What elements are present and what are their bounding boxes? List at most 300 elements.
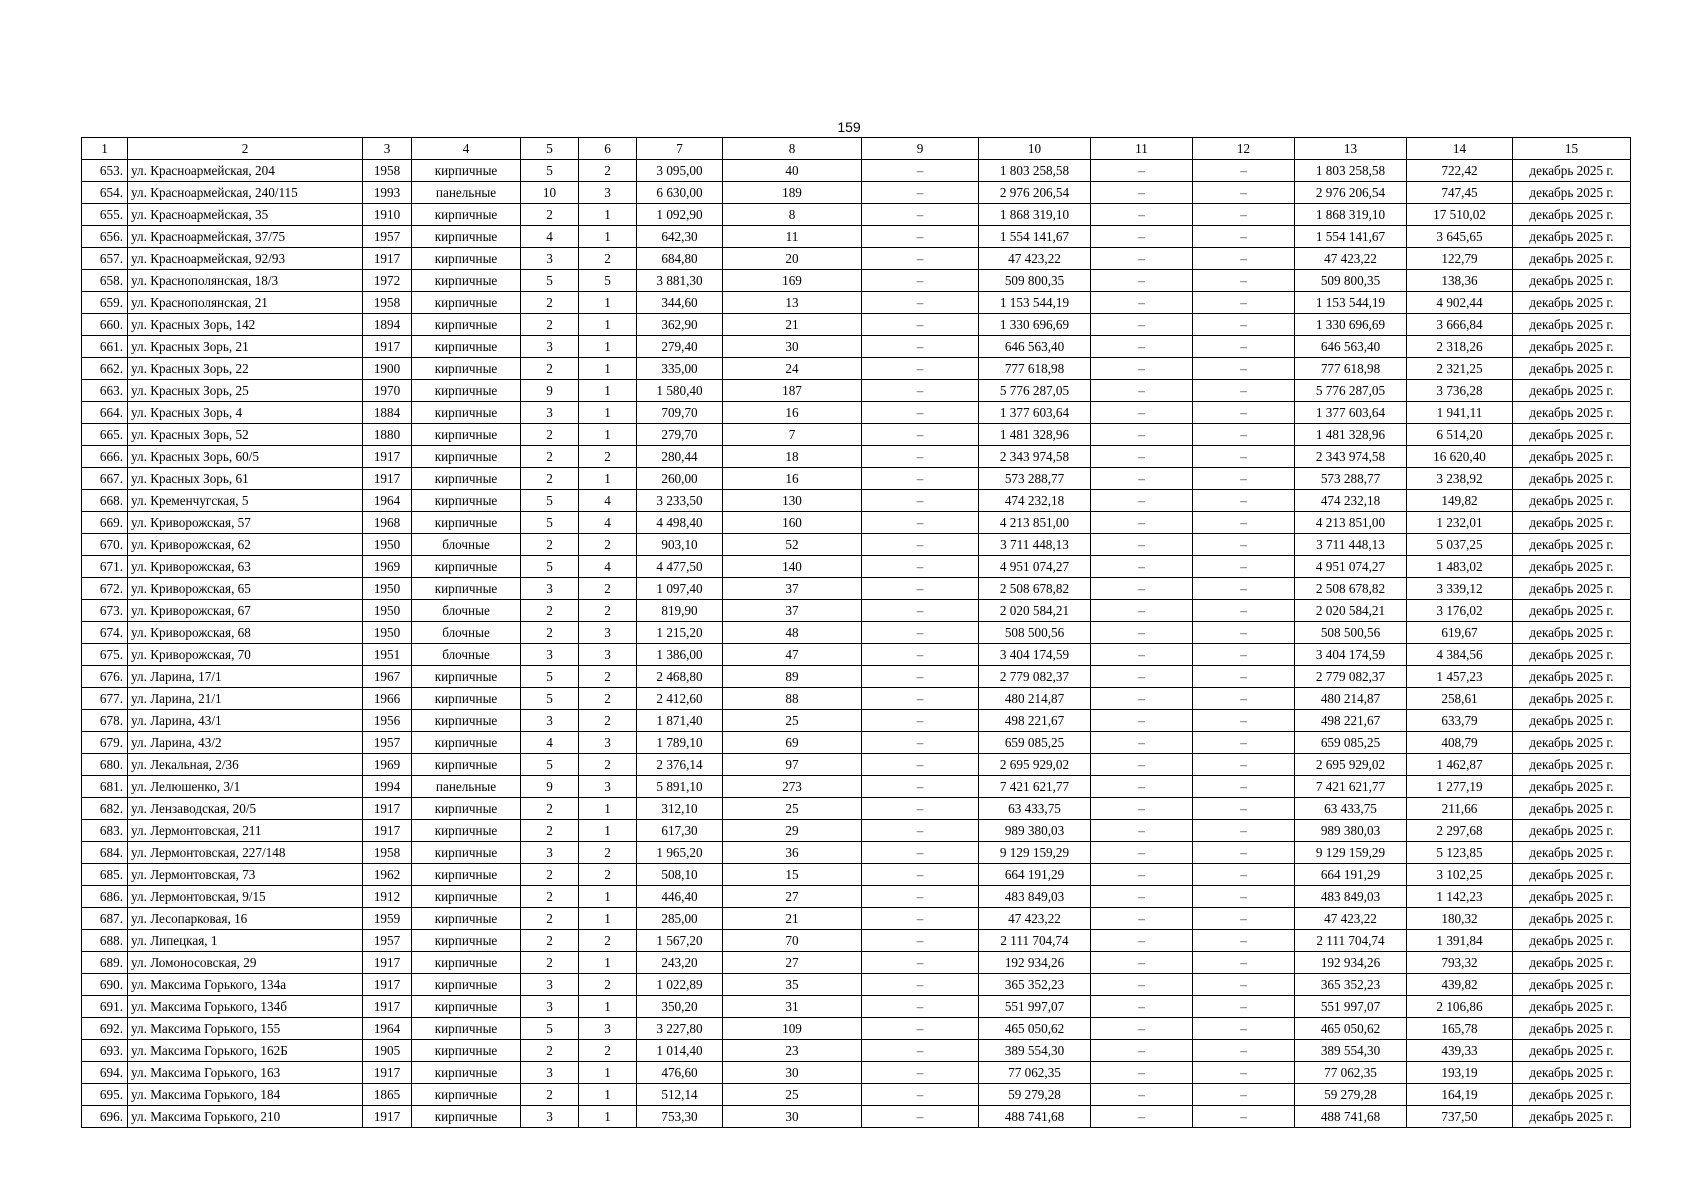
cell-col-11: – bbox=[1091, 490, 1193, 512]
table-row bbox=[82, 534, 1631, 556]
cell-floors: 2 bbox=[521, 204, 579, 226]
cell-col-11: – bbox=[1091, 622, 1193, 644]
cell-row-number: 695. bbox=[82, 1084, 128, 1106]
cell-col-9: – bbox=[862, 380, 979, 402]
table-row bbox=[82, 1062, 1631, 1084]
cell-entrances: 2 bbox=[579, 688, 637, 710]
column-number-13: 13 bbox=[1295, 138, 1407, 160]
cell-area: 476,60 bbox=[637, 1062, 723, 1084]
cell-row-number: 672. bbox=[82, 578, 128, 600]
cell-entrances: 2 bbox=[579, 930, 637, 952]
cell-col-13: 1 554 141,67 bbox=[1295, 226, 1407, 248]
column-number-12: 12 bbox=[1193, 138, 1295, 160]
cell-floors: 3 bbox=[521, 842, 579, 864]
cell-wall-material: кирпичные bbox=[412, 446, 521, 468]
cell-address: ул. Краснополянская, 21 bbox=[128, 292, 363, 314]
cell-col-9: – bbox=[862, 182, 979, 204]
cell-deadline: декабрь 2025 г. bbox=[1513, 600, 1631, 622]
cell-col-13: 192 934,26 bbox=[1295, 952, 1407, 974]
cell-year-built: 1917 bbox=[363, 1062, 412, 1084]
cell-address: ул. Липецкая, 1 bbox=[128, 930, 363, 952]
cell-col-9: – bbox=[862, 1018, 979, 1040]
cell-col-13: 498 221,67 bbox=[1295, 710, 1407, 732]
cell-year-built: 1967 bbox=[363, 666, 412, 688]
cell-entrances: 2 bbox=[579, 160, 637, 182]
cell-area: 2 376,14 bbox=[637, 754, 723, 776]
cell-col-11: – bbox=[1091, 798, 1193, 820]
table-row bbox=[82, 1084, 1631, 1106]
cell-col-10: 509 800,35 bbox=[979, 270, 1091, 292]
cell-area: 3 233,50 bbox=[637, 490, 723, 512]
cell-col-13: 508 500,56 bbox=[1295, 622, 1407, 644]
cell-row-number: 666. bbox=[82, 446, 128, 468]
cell-col-9: – bbox=[862, 996, 979, 1018]
cell-deadline: декабрь 2025 г. bbox=[1513, 622, 1631, 644]
cell-col-10: 4 951 074,27 bbox=[979, 556, 1091, 578]
cell-address: ул. Красных Зорь, 4 bbox=[128, 402, 363, 424]
cell-row-number: 665. bbox=[82, 424, 128, 446]
cell-residents: 169 bbox=[723, 270, 862, 292]
cell-col-9: – bbox=[862, 578, 979, 600]
cell-col-12: – bbox=[1193, 600, 1295, 622]
cell-entrances: 2 bbox=[579, 1040, 637, 1062]
cell-col-13: 4 213 851,00 bbox=[1295, 512, 1407, 534]
cell-year-built: 1962 bbox=[363, 864, 412, 886]
cell-residents: 27 bbox=[723, 952, 862, 974]
cell-area: 642,30 bbox=[637, 226, 723, 248]
cell-col-9: – bbox=[862, 512, 979, 534]
cell-col-10: 2 976 206,54 bbox=[979, 182, 1091, 204]
cell-entrances: 3 bbox=[579, 622, 637, 644]
cell-address: ул. Красных Зорь, 52 bbox=[128, 424, 363, 446]
cell-entrances: 2 bbox=[579, 534, 637, 556]
cell-col-13: 7 421 621,77 bbox=[1295, 776, 1407, 798]
cell-col-10: 498 221,67 bbox=[979, 710, 1091, 732]
cell-wall-material: кирпичные bbox=[412, 1040, 521, 1062]
table-row bbox=[82, 776, 1631, 798]
cell-col-9: – bbox=[862, 1040, 979, 1062]
cell-row-number: 664. bbox=[82, 402, 128, 424]
cell-col-10: 1 377 603,64 bbox=[979, 402, 1091, 424]
cell-area: 3 881,30 bbox=[637, 270, 723, 292]
column-number-9: 9 bbox=[862, 138, 979, 160]
cell-col-11: – bbox=[1091, 446, 1193, 468]
cell-area: 1 580,40 bbox=[637, 380, 723, 402]
cell-wall-material: кирпичные bbox=[412, 402, 521, 424]
cell-wall-material: кирпичные bbox=[412, 864, 521, 886]
cell-col-12: – bbox=[1193, 930, 1295, 952]
cell-col-12: – bbox=[1193, 644, 1295, 666]
table-row bbox=[82, 710, 1631, 732]
cell-entrances: 3 bbox=[579, 182, 637, 204]
cell-area: 344,60 bbox=[637, 292, 723, 314]
cell-area: 1 097,40 bbox=[637, 578, 723, 600]
table-row bbox=[82, 380, 1631, 402]
cell-floors: 3 bbox=[521, 1062, 579, 1084]
cell-col-10: 2 695 929,02 bbox=[979, 754, 1091, 776]
cell-year-built: 1994 bbox=[363, 776, 412, 798]
cell-residents: 31 bbox=[723, 996, 862, 1018]
cell-year-built: 1917 bbox=[363, 820, 412, 842]
cell-area: 279,70 bbox=[637, 424, 723, 446]
cell-area: 753,30 bbox=[637, 1106, 723, 1128]
cell-col-10: 474 232,18 bbox=[979, 490, 1091, 512]
cell-col-10: 47 423,22 bbox=[979, 248, 1091, 270]
table-row bbox=[82, 842, 1631, 864]
cell-col-14: 1 483,02 bbox=[1407, 556, 1513, 578]
cell-wall-material: блочные bbox=[412, 534, 521, 556]
cell-col-13: 1 330 696,69 bbox=[1295, 314, 1407, 336]
cell-residents: 52 bbox=[723, 534, 862, 556]
cell-row-number: 682. bbox=[82, 798, 128, 820]
cell-entrances: 1 bbox=[579, 336, 637, 358]
cell-address: ул. Лермонтовская, 211 bbox=[128, 820, 363, 842]
cell-row-number: 688. bbox=[82, 930, 128, 952]
cell-col-9: – bbox=[862, 688, 979, 710]
cell-col-12: – bbox=[1193, 534, 1295, 556]
cell-col-10: 1 153 544,19 bbox=[979, 292, 1091, 314]
cell-year-built: 1966 bbox=[363, 688, 412, 710]
cell-area: 279,40 bbox=[637, 336, 723, 358]
cell-floors: 2 bbox=[521, 292, 579, 314]
cell-entrances: 1 bbox=[579, 798, 637, 820]
cell-deadline: декабрь 2025 г. bbox=[1513, 776, 1631, 798]
cell-col-12: – bbox=[1193, 204, 1295, 226]
cell-col-11: – bbox=[1091, 776, 1193, 798]
cell-entrances: 1 bbox=[579, 952, 637, 974]
cell-col-13: 465 050,62 bbox=[1295, 1018, 1407, 1040]
cell-row-number: 658. bbox=[82, 270, 128, 292]
cell-col-14: 619,67 bbox=[1407, 622, 1513, 644]
cell-row-number: 657. bbox=[82, 248, 128, 270]
cell-col-10: 1 554 141,67 bbox=[979, 226, 1091, 248]
cell-floors: 4 bbox=[521, 226, 579, 248]
cell-row-number: 679. bbox=[82, 732, 128, 754]
cell-col-9: – bbox=[862, 842, 979, 864]
cell-deadline: декабрь 2025 г. bbox=[1513, 270, 1631, 292]
cell-residents: 37 bbox=[723, 578, 862, 600]
table-row bbox=[82, 226, 1631, 248]
cell-area: 1 014,40 bbox=[637, 1040, 723, 1062]
cell-col-13: 2 695 929,02 bbox=[1295, 754, 1407, 776]
cell-area: 1 965,20 bbox=[637, 842, 723, 864]
cell-deadline: декабрь 2025 г. bbox=[1513, 578, 1631, 600]
cell-col-10: 777 618,98 bbox=[979, 358, 1091, 380]
cell-year-built: 1910 bbox=[363, 204, 412, 226]
table-row bbox=[82, 424, 1631, 446]
cell-deadline: декабрь 2025 г. bbox=[1513, 1106, 1631, 1128]
cell-floors: 2 bbox=[521, 1040, 579, 1062]
cell-wall-material: кирпичные bbox=[412, 1062, 521, 1084]
cell-entrances: 1 bbox=[579, 1062, 637, 1084]
cell-col-11: – bbox=[1091, 292, 1193, 314]
column-number-7: 7 bbox=[637, 138, 723, 160]
cell-year-built: 1917 bbox=[363, 468, 412, 490]
cell-wall-material: кирпичные bbox=[412, 908, 521, 930]
cell-col-9: – bbox=[862, 270, 979, 292]
cell-area: 5 891,10 bbox=[637, 776, 723, 798]
cell-address: ул. Кременчугская, 5 bbox=[128, 490, 363, 512]
cell-year-built: 1917 bbox=[363, 996, 412, 1018]
cell-wall-material: кирпичные bbox=[412, 886, 521, 908]
table-row bbox=[82, 446, 1631, 468]
table-row bbox=[82, 248, 1631, 270]
cell-deadline: декабрь 2025 г. bbox=[1513, 930, 1631, 952]
cell-col-13: 47 423,22 bbox=[1295, 908, 1407, 930]
cell-col-9: – bbox=[862, 248, 979, 270]
cell-wall-material: блочные bbox=[412, 622, 521, 644]
cell-year-built: 1900 bbox=[363, 358, 412, 380]
cell-year-built: 1917 bbox=[363, 798, 412, 820]
cell-col-9: – bbox=[862, 710, 979, 732]
cell-entrances: 1 bbox=[579, 314, 637, 336]
table-row bbox=[82, 512, 1631, 534]
cell-deadline: декабрь 2025 г. bbox=[1513, 226, 1631, 248]
cell-col-14: 1 941,11 bbox=[1407, 402, 1513, 424]
cell-area: 362,90 bbox=[637, 314, 723, 336]
cell-wall-material: кирпичные bbox=[412, 424, 521, 446]
cell-year-built: 1957 bbox=[363, 732, 412, 754]
cell-entrances: 1 bbox=[579, 1084, 637, 1106]
cell-year-built: 1950 bbox=[363, 534, 412, 556]
cell-deadline: декабрь 2025 г. bbox=[1513, 556, 1631, 578]
cell-col-10: 508 500,56 bbox=[979, 622, 1091, 644]
cell-residents: 27 bbox=[723, 886, 862, 908]
cell-col-11: – bbox=[1091, 1106, 1193, 1128]
cell-row-number: 693. bbox=[82, 1040, 128, 1062]
cell-row-number: 687. bbox=[82, 908, 128, 930]
cell-entrances: 2 bbox=[579, 754, 637, 776]
cell-floors: 2 bbox=[521, 424, 579, 446]
cell-entrances: 3 bbox=[579, 1018, 637, 1040]
cell-col-12: – bbox=[1193, 666, 1295, 688]
cell-col-11: – bbox=[1091, 644, 1193, 666]
cell-col-13: 63 433,75 bbox=[1295, 798, 1407, 820]
cell-wall-material: панельные bbox=[412, 182, 521, 204]
cell-col-14: 3 339,12 bbox=[1407, 578, 1513, 600]
cell-entrances: 2 bbox=[579, 666, 637, 688]
cell-col-13: 365 352,23 bbox=[1295, 974, 1407, 996]
cell-residents: 23 bbox=[723, 1040, 862, 1062]
cell-entrances: 1 bbox=[579, 1106, 637, 1128]
cell-col-11: – bbox=[1091, 1040, 1193, 1062]
cell-year-built: 1958 bbox=[363, 292, 412, 314]
cell-col-14: 164,19 bbox=[1407, 1084, 1513, 1106]
column-number-1: 1 bbox=[82, 138, 128, 160]
cell-col-12: – bbox=[1193, 160, 1295, 182]
cell-col-9: – bbox=[862, 314, 979, 336]
cell-year-built: 1993 bbox=[363, 182, 412, 204]
column-number-8: 8 bbox=[723, 138, 862, 160]
cell-wall-material: блочные bbox=[412, 600, 521, 622]
cell-col-13: 2 508 678,82 bbox=[1295, 578, 1407, 600]
cell-col-11: – bbox=[1091, 424, 1193, 446]
cell-residents: 40 bbox=[723, 160, 862, 182]
column-number-4: 4 bbox=[412, 138, 521, 160]
cell-row-number: 676. bbox=[82, 666, 128, 688]
cell-col-13: 1 803 258,58 bbox=[1295, 160, 1407, 182]
cell-wall-material: кирпичные bbox=[412, 336, 521, 358]
cell-entrances: 4 bbox=[579, 556, 637, 578]
cell-year-built: 1958 bbox=[363, 842, 412, 864]
cell-col-10: 4 213 851,00 bbox=[979, 512, 1091, 534]
cell-col-11: – bbox=[1091, 842, 1193, 864]
cell-col-13: 4 951 074,27 bbox=[1295, 556, 1407, 578]
cell-deadline: декабрь 2025 г. bbox=[1513, 292, 1631, 314]
cell-row-number: 668. bbox=[82, 490, 128, 512]
cell-row-number: 667. bbox=[82, 468, 128, 490]
cell-residents: 48 bbox=[723, 622, 862, 644]
cell-col-12: – bbox=[1193, 974, 1295, 996]
cell-year-built: 1964 bbox=[363, 1018, 412, 1040]
cell-residents: 30 bbox=[723, 1106, 862, 1128]
cell-floors: 5 bbox=[521, 754, 579, 776]
table-body bbox=[82, 160, 1631, 1128]
cell-col-11: – bbox=[1091, 358, 1193, 380]
cell-floors: 3 bbox=[521, 644, 579, 666]
cell-entrances: 3 bbox=[579, 644, 637, 666]
cell-col-14: 2 321,25 bbox=[1407, 358, 1513, 380]
cell-year-built: 1970 bbox=[363, 380, 412, 402]
cell-address: ул. Максима Горького, 184 bbox=[128, 1084, 363, 1106]
cell-col-9: – bbox=[862, 908, 979, 930]
cell-col-14: 16 620,40 bbox=[1407, 446, 1513, 468]
cell-col-14: 138,36 bbox=[1407, 270, 1513, 292]
cell-floors: 2 bbox=[521, 1084, 579, 1106]
cell-col-14: 3 736,28 bbox=[1407, 380, 1513, 402]
cell-col-12: – bbox=[1193, 270, 1295, 292]
cell-area: 3 095,00 bbox=[637, 160, 723, 182]
cell-year-built: 1917 bbox=[363, 974, 412, 996]
cell-col-9: – bbox=[862, 468, 979, 490]
cell-col-14: 1 142,23 bbox=[1407, 886, 1513, 908]
cell-floors: 5 bbox=[521, 556, 579, 578]
cell-address: ул. Лермонтовская, 227/148 bbox=[128, 842, 363, 864]
cell-wall-material: кирпичные bbox=[412, 666, 521, 688]
cell-residents: 69 bbox=[723, 732, 862, 754]
cell-col-10: 480 214,87 bbox=[979, 688, 1091, 710]
cell-col-11: – bbox=[1091, 1018, 1193, 1040]
cell-residents: 16 bbox=[723, 402, 862, 424]
cell-col-13: 664 191,29 bbox=[1295, 864, 1407, 886]
table-row bbox=[82, 600, 1631, 622]
column-number-5: 5 bbox=[521, 138, 579, 160]
cell-deadline: декабрь 2025 г. bbox=[1513, 974, 1631, 996]
cell-entrances: 4 bbox=[579, 512, 637, 534]
cell-floors: 3 bbox=[521, 578, 579, 600]
cell-entrances: 4 bbox=[579, 490, 637, 512]
cell-wall-material: кирпичные bbox=[412, 226, 521, 248]
cell-col-11: – bbox=[1091, 908, 1193, 930]
table-row bbox=[82, 402, 1631, 424]
cell-residents: 89 bbox=[723, 666, 862, 688]
cell-col-14: 122,79 bbox=[1407, 248, 1513, 270]
cell-col-14: 4 902,44 bbox=[1407, 292, 1513, 314]
cell-entrances: 2 bbox=[579, 248, 637, 270]
cell-year-built: 1884 bbox=[363, 402, 412, 424]
cell-area: 1 215,20 bbox=[637, 622, 723, 644]
cell-col-9: – bbox=[862, 204, 979, 226]
table-row bbox=[82, 732, 1631, 754]
cell-col-9: – bbox=[862, 1084, 979, 1106]
cell-address: ул. Лермонтовская, 73 bbox=[128, 864, 363, 886]
cell-col-14: 149,82 bbox=[1407, 490, 1513, 512]
cell-col-13: 551 997,07 bbox=[1295, 996, 1407, 1018]
cell-col-10: 2 779 082,37 bbox=[979, 666, 1091, 688]
table-row bbox=[82, 952, 1631, 974]
cell-col-10: 483 849,03 bbox=[979, 886, 1091, 908]
cell-residents: 273 bbox=[723, 776, 862, 798]
cell-col-9: – bbox=[862, 644, 979, 666]
cell-col-14: 1 457,23 bbox=[1407, 666, 1513, 688]
cell-area: 512,14 bbox=[637, 1084, 723, 1106]
cell-col-14: 3 645,65 bbox=[1407, 226, 1513, 248]
cell-entrances: 2 bbox=[579, 446, 637, 468]
cell-address: ул. Красноармейская, 35 bbox=[128, 204, 363, 226]
cell-residents: 24 bbox=[723, 358, 862, 380]
cell-year-built: 1957 bbox=[363, 226, 412, 248]
cell-col-14: 193,19 bbox=[1407, 1062, 1513, 1084]
cell-col-11: – bbox=[1091, 534, 1193, 556]
cell-area: 2 412,60 bbox=[637, 688, 723, 710]
cell-row-number: 691. bbox=[82, 996, 128, 1018]
cell-col-11: – bbox=[1091, 754, 1193, 776]
cell-wall-material: кирпичные bbox=[412, 358, 521, 380]
cell-entrances: 2 bbox=[579, 710, 637, 732]
cell-col-12: – bbox=[1193, 446, 1295, 468]
cell-entrances: 1 bbox=[579, 358, 637, 380]
cell-col-14: 180,32 bbox=[1407, 908, 1513, 930]
cell-year-built: 1969 bbox=[363, 556, 412, 578]
cell-col-12: – bbox=[1193, 996, 1295, 1018]
cell-deadline: декабрь 2025 г. bbox=[1513, 952, 1631, 974]
cell-residents: 25 bbox=[723, 1084, 862, 1106]
housing-register-table bbox=[81, 137, 1631, 1128]
cell-col-9: – bbox=[862, 336, 979, 358]
cell-col-13: 573 288,77 bbox=[1295, 468, 1407, 490]
cell-col-11: – bbox=[1091, 952, 1193, 974]
cell-floors: 2 bbox=[521, 908, 579, 930]
cell-col-10: 1 803 258,58 bbox=[979, 160, 1091, 182]
cell-year-built: 1959 bbox=[363, 908, 412, 930]
cell-year-built: 1969 bbox=[363, 754, 412, 776]
cell-area: 1 022,89 bbox=[637, 974, 723, 996]
cell-col-12: – bbox=[1193, 798, 1295, 820]
cell-year-built: 1950 bbox=[363, 600, 412, 622]
cell-col-10: 1 330 696,69 bbox=[979, 314, 1091, 336]
cell-col-14: 1 462,87 bbox=[1407, 754, 1513, 776]
cell-col-14: 211,66 bbox=[1407, 798, 1513, 820]
cell-col-13: 1 481 328,96 bbox=[1295, 424, 1407, 446]
cell-deadline: декабрь 2025 г. bbox=[1513, 446, 1631, 468]
cell-wall-material: кирпичные bbox=[412, 930, 521, 952]
cell-col-10: 5 776 287,05 bbox=[979, 380, 1091, 402]
cell-col-10: 989 380,03 bbox=[979, 820, 1091, 842]
cell-row-number: 678. bbox=[82, 710, 128, 732]
cell-residents: 21 bbox=[723, 314, 862, 336]
cell-col-13: 5 776 287,05 bbox=[1295, 380, 1407, 402]
cell-floors: 2 bbox=[521, 930, 579, 952]
cell-entrances: 2 bbox=[579, 974, 637, 996]
cell-col-10: 47 423,22 bbox=[979, 908, 1091, 930]
cell-col-11: – bbox=[1091, 402, 1193, 424]
cell-year-built: 1905 bbox=[363, 1040, 412, 1062]
cell-address: ул. Красноармейская, 204 bbox=[128, 160, 363, 182]
cell-col-9: – bbox=[862, 600, 979, 622]
cell-area: 260,00 bbox=[637, 468, 723, 490]
cell-deadline: декабрь 2025 г. bbox=[1513, 380, 1631, 402]
table-row bbox=[82, 490, 1631, 512]
